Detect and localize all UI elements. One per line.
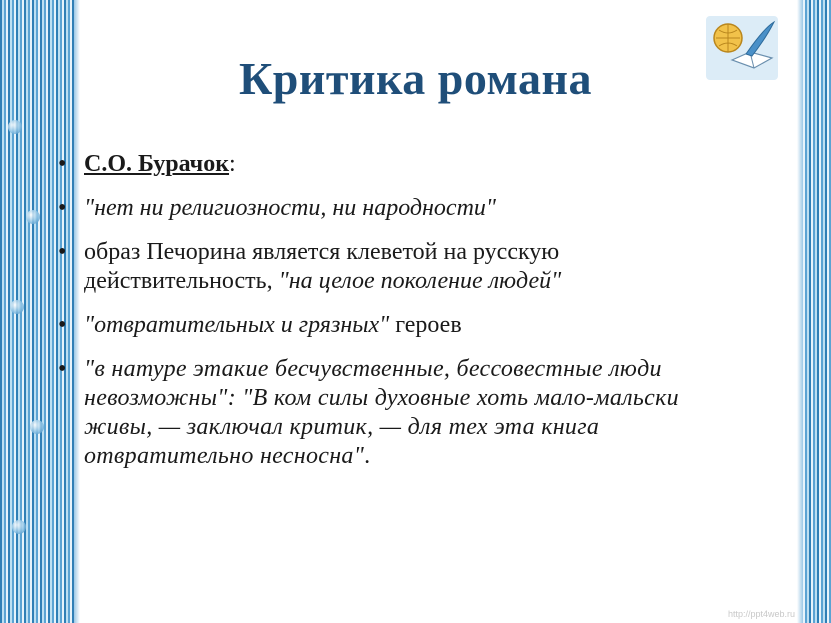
item-text: образ Печорина является клеветой на русскую действительность, [84, 239, 560, 294]
border-bead [30, 420, 44, 434]
list-item [58, 194, 748, 223]
quote-text: "отвратительных и грязных" [84, 312, 390, 338]
border-bead [12, 520, 26, 534]
slide-content [58, 150, 748, 486]
list-item [58, 150, 748, 179]
item-text: героев [389, 312, 462, 338]
bullet-list [58, 150, 748, 471]
quote-text: "нет ни религиозности, ни народности" [84, 195, 496, 221]
bullet-icon: • [58, 151, 67, 177]
list-item [58, 238, 748, 296]
bullet-icon: • [58, 195, 67, 221]
border-bead [8, 120, 22, 134]
quote-text: "в натуре этакие бесчувственные, бессовестные люди невозможны": "В ком силы духовные хоть мало-мальски живы, — заключал критик, — для тех эта книга отвратительно несносна" [84, 356, 679, 469]
critic-colon: : [229, 151, 236, 177]
critic-name: С.О. Бурачок [84, 151, 230, 177]
list-item [58, 311, 748, 340]
bullet-icon: • [58, 356, 67, 382]
border-bead [10, 300, 24, 314]
bullet-icon: • [58, 239, 67, 265]
watermark: http://ppt4web.ru [727, 609, 795, 619]
item-text: . [364, 443, 371, 469]
quote-text: "на целое поколение людей" [278, 268, 562, 294]
slide-title: Критика романа [238, 53, 593, 104]
border-bead [26, 210, 40, 224]
bullet-icon: • [58, 312, 67, 338]
list-item [58, 355, 748, 471]
